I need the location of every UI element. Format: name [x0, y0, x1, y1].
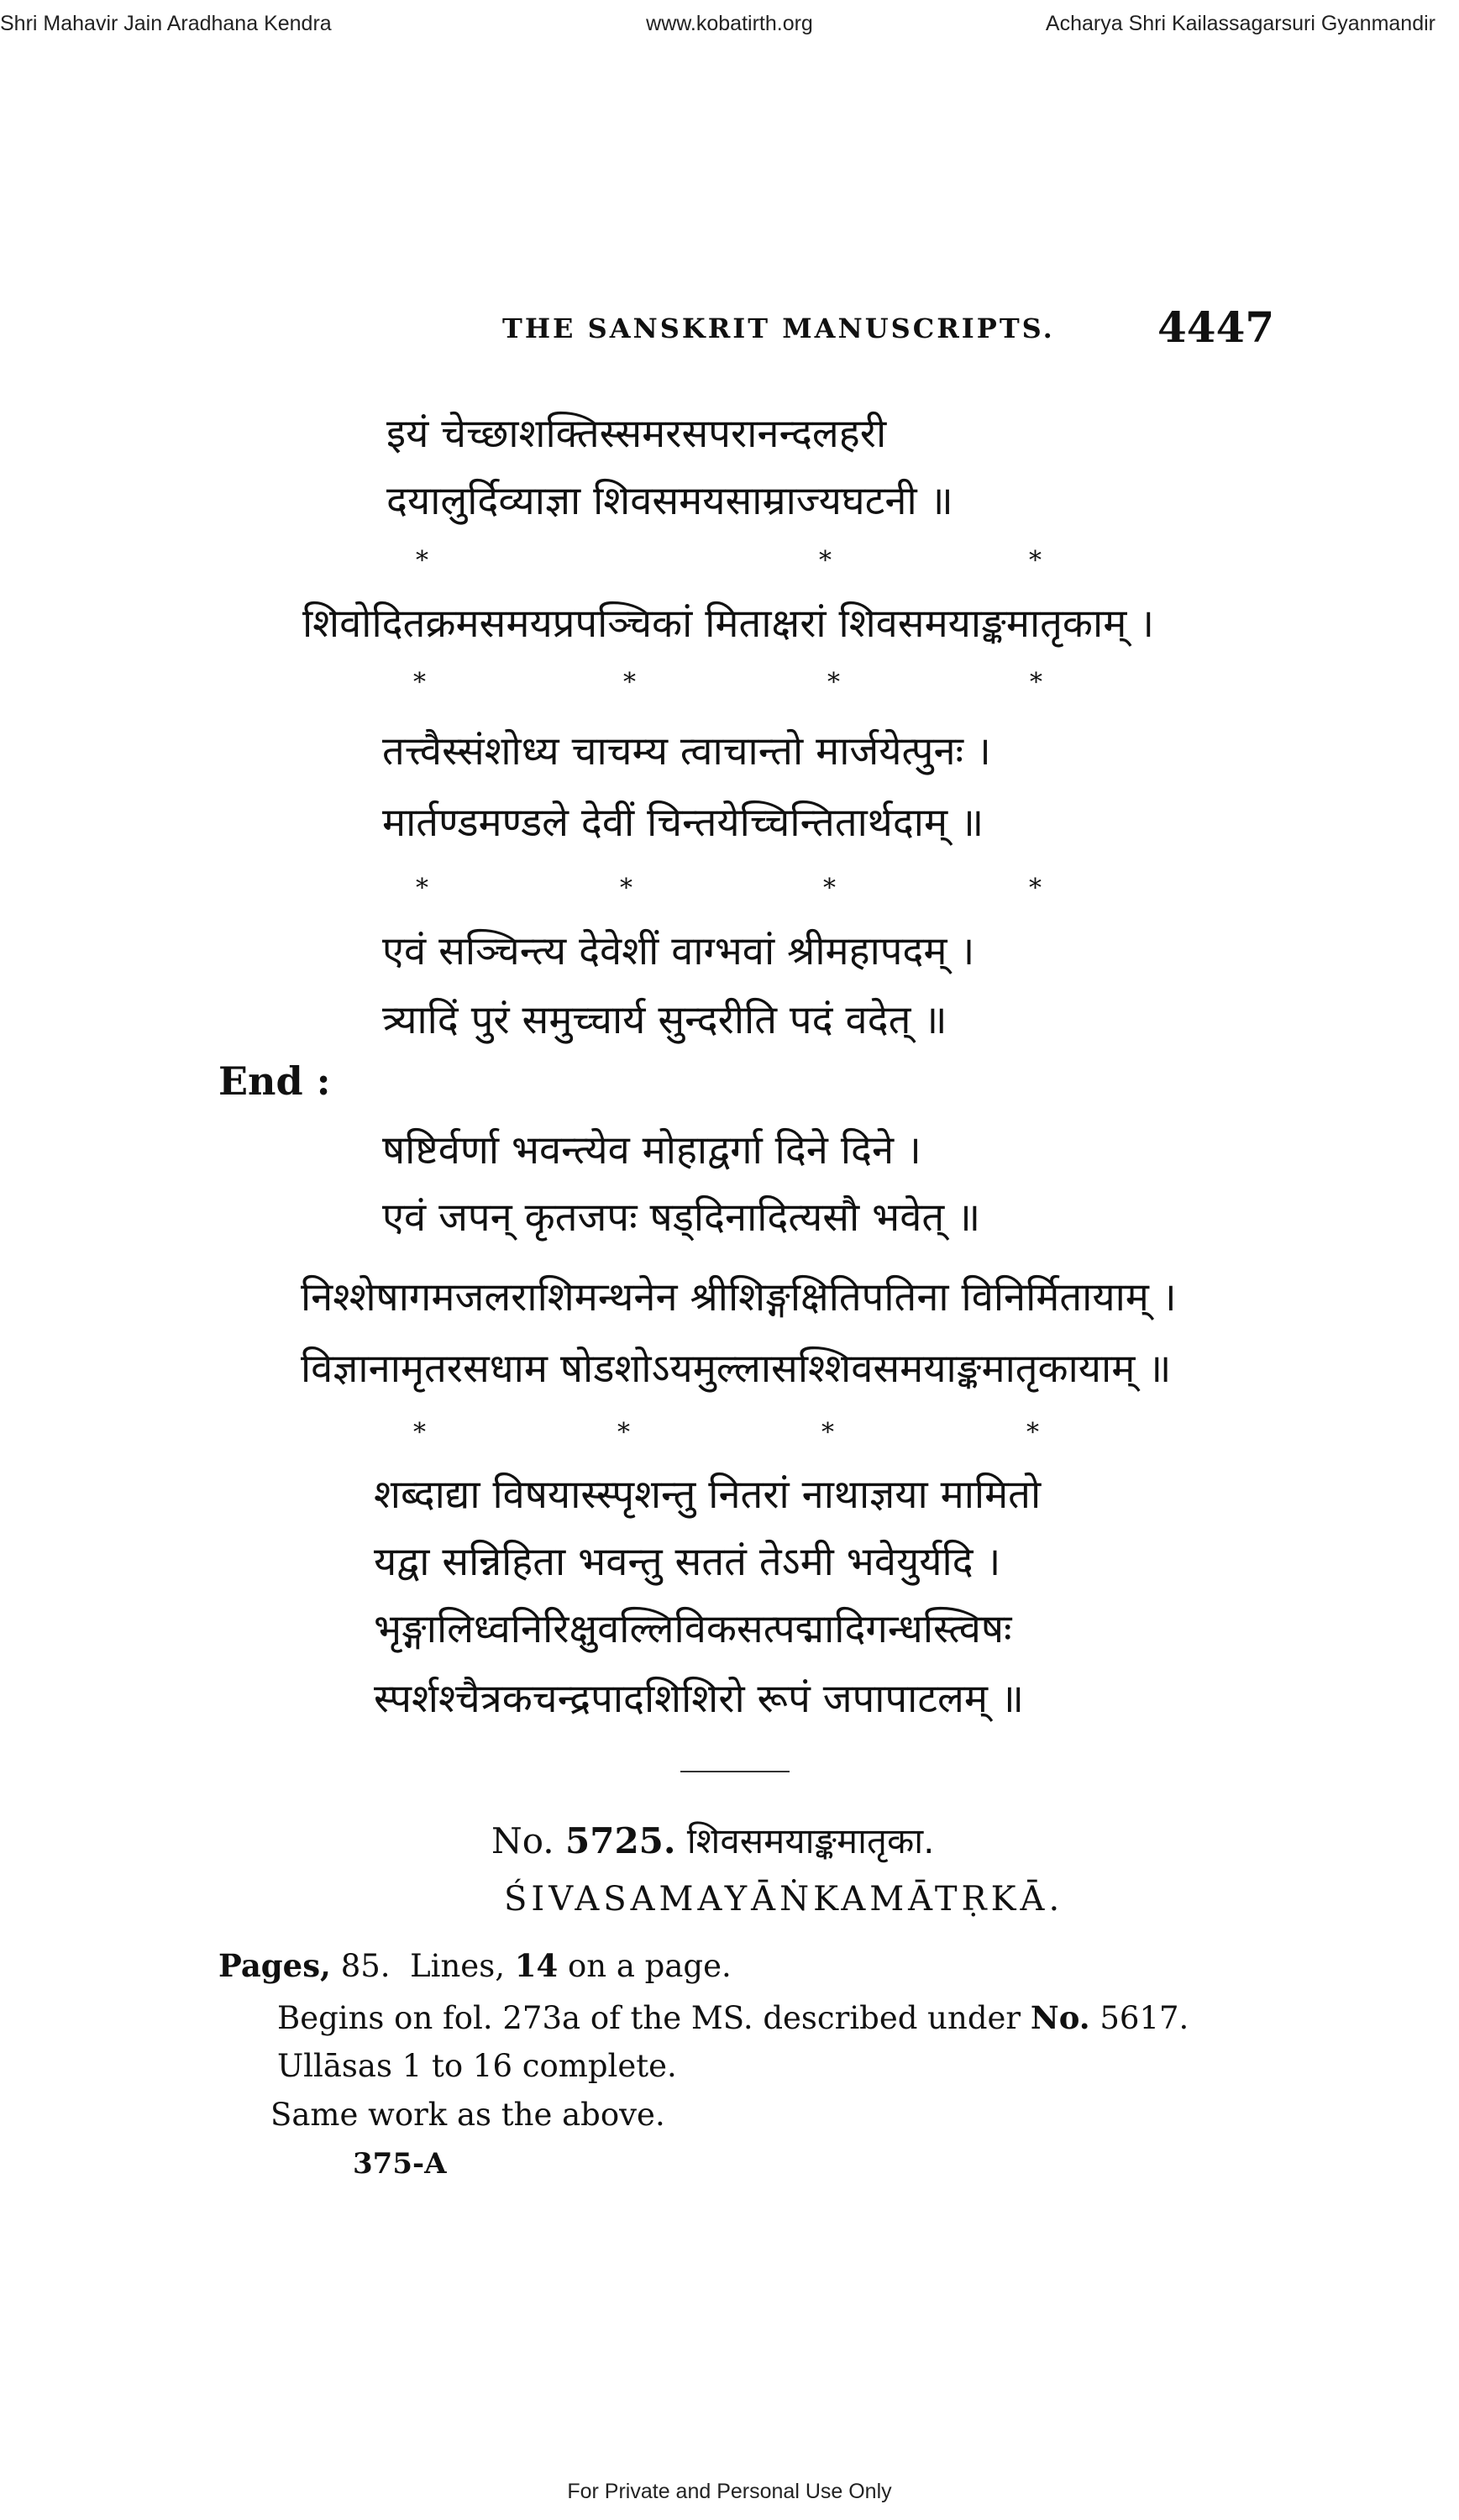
- lines-suffix: on a page.: [568, 1948, 732, 1984]
- verse-line: दयालुर्दिव्याज्ञा शिवसमयसाम्राज्यघटनी ॥: [386, 478, 953, 524]
- verse-line: स्पर्शश्चैत्रकचन्द्रपादशिशिरो रूपं जपापाटलम् ॥: [374, 1676, 1025, 1722]
- pages-line: [218, 1947, 732, 1984]
- header-left-text: Shri Mahavir Jain Aradhana Kendra: [0, 12, 332, 35]
- begins-ref-number: 5617.: [1099, 2000, 1189, 2036]
- footer-text: For Private and Personal Use Only: [567, 2480, 892, 2503]
- verse-line: शिवोदितक्रमसमयप्रपञ्चिकां मिताक्षरां शिवसमयाङ्कमातृकाम् ।: [302, 601, 1155, 647]
- lines-value: 14: [514, 1947, 559, 1984]
- verse-line: निश्शेषागमजलराशिमन्थनेन श्रीशिङ्गक्षितिपतिना विनिर्मितायाम् ।: [301, 1274, 1177, 1320]
- pages-label: Pages,: [218, 1947, 331, 1984]
- begins-text: Begins on fol. 273a of the MS. described under: [277, 2000, 1021, 2036]
- star-mark: *: [1026, 1418, 1039, 1447]
- section-divider: [680, 1771, 790, 1772]
- header-right-text: Acharya Shri Kailassagarsuri Gyanmandir: [1045, 12, 1435, 35]
- ullasas-line: Ullāsas 1 to 16 complete.: [277, 2048, 677, 2084]
- entry-title: [491, 1816, 934, 1864]
- entry-number-prefix: No.: [491, 1820, 554, 1861]
- pages-value: 85.: [340, 1948, 391, 1984]
- star-mark: *: [413, 668, 426, 697]
- end-label: End :: [218, 1058, 331, 1104]
- star-mark: *: [821, 1418, 834, 1447]
- same-work-line: Same work as the above.: [270, 2097, 665, 2133]
- begins-ref-label: No.: [1030, 1999, 1090, 2036]
- verse-line: इयं चेच्छाशक्तिस्समरसपरानन्दलहरी: [386, 411, 887, 457]
- entry-title-roman: ŚIVASAMAYĀṄKAMĀTṚKĀ.: [504, 1880, 1064, 1919]
- verse-line: यद्वा सन्निहिता भवन्तु सततं तेऽमी भवेयुर्यदि ।: [374, 1539, 1001, 1585]
- verse-line: शब्दाद्या विषयास्स्पृशन्तु नितरां नाथाज्ञया मामितो: [374, 1472, 1042, 1518]
- page-number: 4447: [1157, 302, 1275, 352]
- star-mark: *: [827, 668, 840, 697]
- star-mark: *: [1029, 546, 1042, 575]
- verse-line: एवं सञ्चिन्त्य देवेशीं वाग्भवां श्रीमहापदम् ।: [382, 928, 975, 974]
- verse-line: विज्ञानामृतरसधाम षोडशोऽयमुल्लासश्शिवसमयाङ्कमातृकायाम् ॥: [301, 1346, 1172, 1392]
- star-mark: *: [1029, 874, 1042, 903]
- verse-line: मार्तण्डमण्डले देवीं चिन्तयेच्चिन्तितार्थदाम् ॥: [382, 800, 984, 846]
- header-center-url[interactable]: www.kobatirth.org: [646, 12, 813, 35]
- verse-line: त्र्यादिं पुरं समुच्चार्य सुन्दरीति पदं वदेत् ॥: [382, 997, 947, 1043]
- verse-line: भृङ्गालिध्वनिरिक्षुवल्लिविकसत्पद्मादिगन्धस्त्विषः: [374, 1606, 1012, 1652]
- begins-line: [277, 1999, 1189, 2036]
- star-mark: *: [413, 1418, 426, 1447]
- star-mark: *: [416, 874, 428, 903]
- star-mark: *: [823, 874, 836, 903]
- star-mark: *: [620, 874, 632, 903]
- star-mark: *: [416, 546, 428, 575]
- star-mark: *: [623, 668, 636, 697]
- star-mark: *: [819, 546, 832, 575]
- lines-label: Lines,: [410, 1948, 505, 1984]
- entry-number: 5725.: [565, 1820, 676, 1861]
- star-mark: *: [1030, 668, 1042, 697]
- verse-line: एवं जपन् कृतजपः षड्दिनादित्यसौ भवेत् ॥: [382, 1194, 981, 1241]
- running-head: THE SANSKRIT MANUSCRIPTS.: [502, 312, 1055, 344]
- signature-mark: 375-A: [353, 2147, 447, 2181]
- verse-line: षष्टिर्वर्णा भवन्त्येव मोहाद्वर्गा दिने दिने ।: [382, 1127, 921, 1173]
- entry-title-devanagari: शिवसमयाङ्कमातृका.: [686, 1820, 935, 1861]
- verse-line: तत्त्वैस्संशोध्य चाचम्य त्वाचान्तो मार्जयेत्पुनः ।: [382, 728, 991, 774]
- star-mark: *: [617, 1418, 630, 1447]
- top-header-bar: [0, 12, 1459, 45]
